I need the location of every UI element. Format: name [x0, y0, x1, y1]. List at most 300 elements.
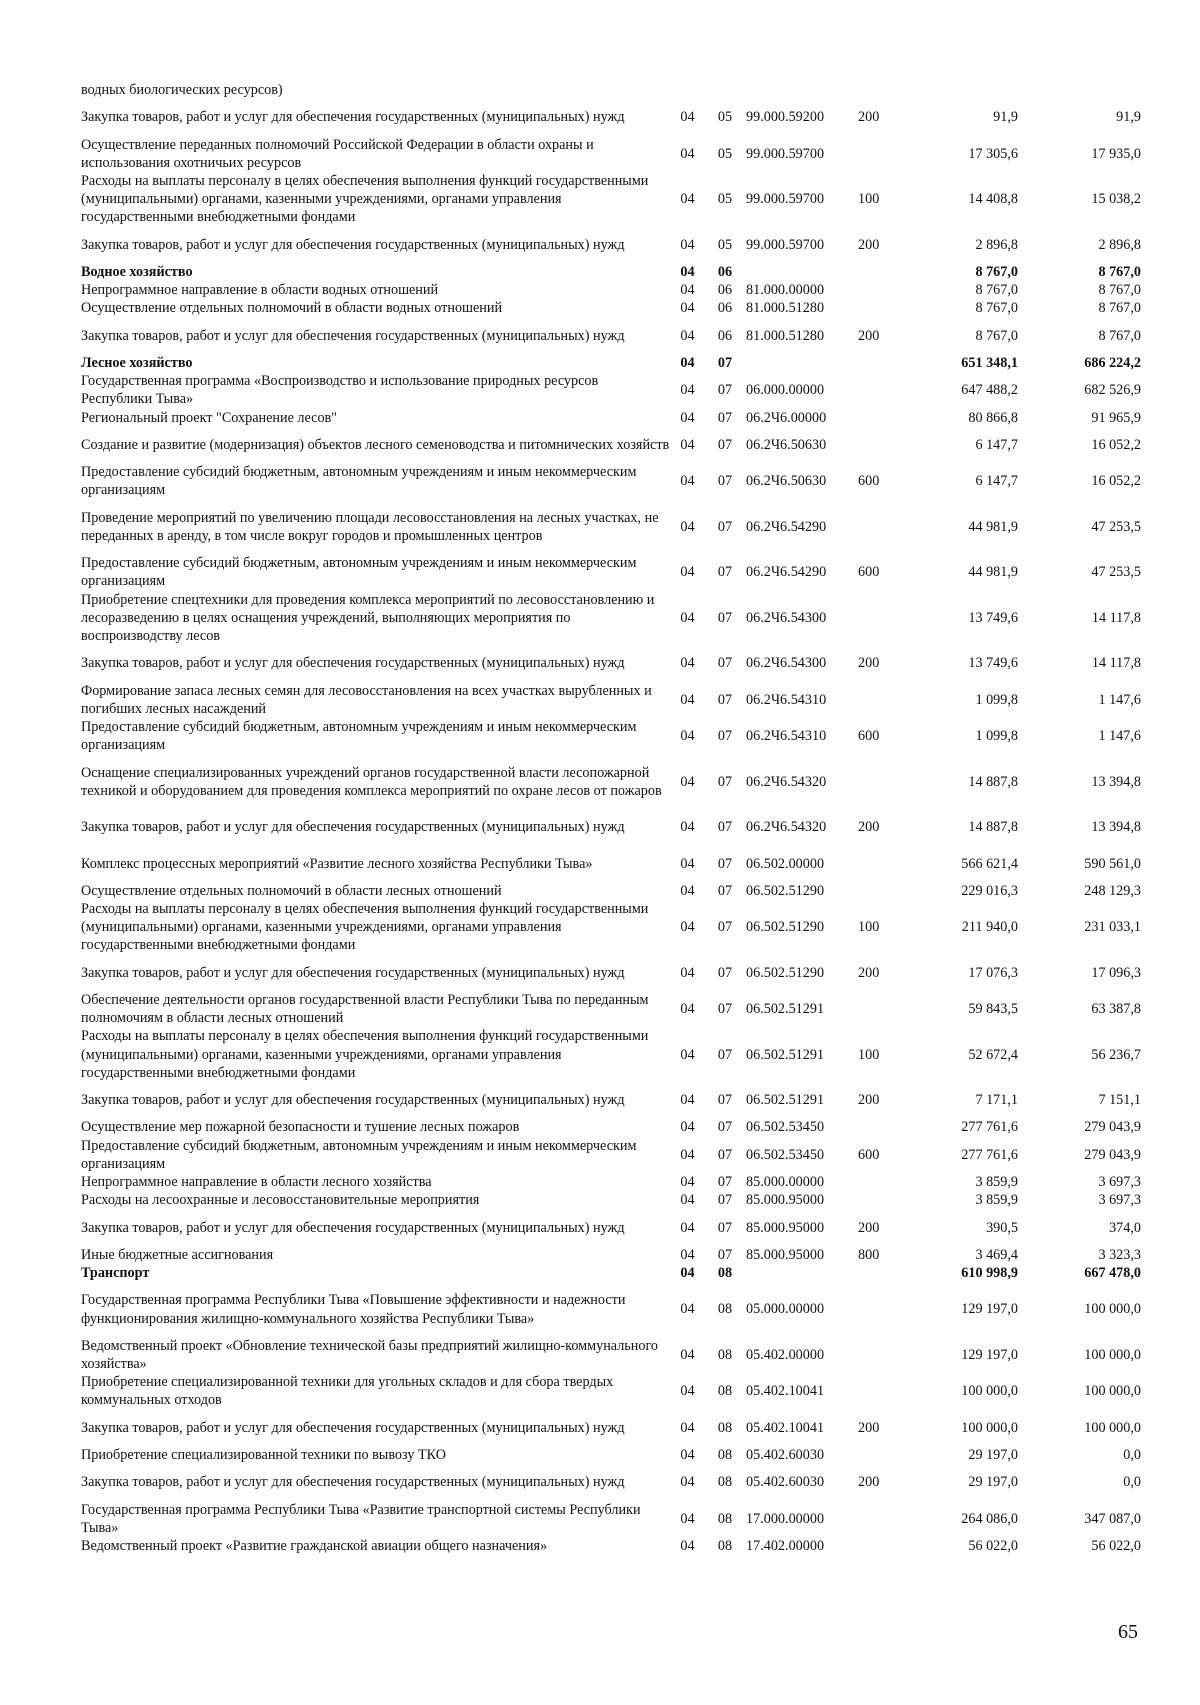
target-article-cell: 06.2Ч6.50630	[746, 436, 827, 453]
section-code-cell: 04	[680, 1092, 695, 1109]
subsection-code-cell: 07	[717, 1046, 733, 1063]
row-name-cell: Обеспечение деятельности органов государственной власти Республики Тыва по переданным полномочиям в области лесных отношений	[81, 992, 649, 1027]
row-name-cell: Лесное хозяйство	[81, 355, 193, 371]
amount-year2-cell: 16 052,2	[1091, 436, 1141, 453]
amount-year2-cell: 14 117,8	[1091, 609, 1141, 626]
subsection-code-cell: 08	[717, 1383, 733, 1400]
table-row	[81, 463, 1141, 499]
amount-year2-cell: 3 697,3	[1098, 1192, 1141, 1209]
table-row	[81, 754, 1141, 809]
expense-type-cell	[858, 882, 900, 900]
expense-type-cell	[858, 1282, 900, 1337]
section-code-cell: 04	[680, 655, 695, 672]
row-name-cell: Предоставление субсидий бюджетным, автономным учреждениям и иным некоммерческим организациям	[81, 464, 637, 499]
target-article-cell: 06.2Ч6.54290	[746, 518, 827, 535]
amount-year1-cell: 14 408,8	[968, 191, 1018, 208]
amount-year1-cell: 1 099,8	[975, 691, 1018, 708]
table-row	[81, 227, 1141, 263]
amount-year2-cell: 1 147,6	[1098, 691, 1141, 708]
expense-type-cell: 600	[858, 728, 880, 745]
row-name-cell: Водное хозяйство	[81, 264, 193, 280]
row-name-cell: Предоставление субсидий бюджетным, автономным учреждениям и иным некоммерческим организациям	[81, 1137, 637, 1172]
amount-year2-cell: 63 387,8	[1091, 1001, 1141, 1018]
amount-year2-cell: 47 253,5	[1091, 564, 1141, 581]
expense-type-cell	[858, 1173, 900, 1191]
expense-type-cell: 200	[858, 655, 880, 672]
subsection-code-cell: 06	[717, 282, 733, 299]
section-code-cell: 04	[680, 919, 695, 936]
amount-year2-cell: 15 038,2	[1091, 191, 1141, 208]
subsection-code-cell: 07	[717, 1119, 733, 1136]
amount-year1-cell: 100 000,0	[961, 1383, 1018, 1400]
target-article-cell: 99.000.59700	[746, 145, 825, 162]
target-article-cell: 06.502.51290	[746, 882, 825, 899]
row-name-cell: Иные бюджетные ассигнования	[81, 1246, 274, 1263]
amount-year2-cell: 2 896,8	[1098, 236, 1141, 253]
amount-year2-cell: 590 561,0	[1084, 855, 1141, 872]
section-code-cell: 04	[680, 1119, 695, 1136]
target-article-cell: 06.2Ч6.54300	[746, 609, 827, 626]
expense-type-cell	[858, 427, 900, 463]
row-name-cell: Расходы на выплаты персоналу в целях обеспечения выполнения функций государственными (муниципальными) органами, казенными учреждениями, органами управления государственными внебюджетными фондами	[81, 173, 649, 226]
subsection-code-cell: 07	[717, 409, 733, 426]
expense-type-cell	[858, 281, 900, 299]
section-code-cell: 04	[680, 1538, 695, 1555]
section-code-cell: 04	[680, 236, 695, 253]
expense-type-cell	[858, 1191, 900, 1209]
section-code-cell: 04	[680, 609, 695, 626]
expense-type-cell: 600	[858, 564, 880, 581]
section-code-cell: 04	[680, 882, 695, 899]
row-name-cell: Государственная программа Республики Тыва «Повышение эффективности и надежности функционирования жилищно-коммунального хозяйства Республики Тыва»	[81, 1292, 626, 1327]
target-article-cell: 06.2Ч6.54310	[746, 728, 827, 745]
amount-year1-cell: 6 147,7	[975, 473, 1018, 490]
amount-year1-cell: 100 000,0	[961, 1419, 1018, 1436]
amount-year1-cell: 80 866,8	[968, 409, 1018, 426]
row-name-cell: Приобретение спецтехники для проведения комплекса мероприятий по лесовосстановлению и лесоразведению в целях оснащения учреждений, выполняющих мероприятия по воспроизводству лесов	[81, 591, 655, 645]
subsection-code-cell: 07	[717, 1092, 733, 1109]
amount-year1-cell: 390,5	[986, 1219, 1018, 1236]
table-row	[81, 1027, 1141, 1082]
section-code-cell: 04	[680, 518, 695, 535]
target-article-cell: 06.502.00000	[746, 855, 825, 872]
row-name-cell: Осуществление отдельных полномочий в области лесных отношений	[81, 882, 502, 899]
amount-year1-cell: 56 022,0	[968, 1538, 1018, 1555]
row-name-cell: Закупка товаров, работ и услуг для обеспечения государственных (муниципальных) нужд	[81, 655, 625, 672]
target-article-cell: 99.000.59700	[746, 236, 825, 253]
table-row	[81, 172, 1141, 227]
target-article-cell: 06.502.51291	[746, 1046, 825, 1063]
expense-type-cell	[858, 591, 900, 646]
subsection-code-cell: 07	[717, 473, 733, 490]
target-article-cell: 85.000.95000	[746, 1246, 825, 1263]
page-number: 65	[1118, 1621, 1138, 1643]
row-name-cell: Приобретение специализированной техники по вывозу ТКО	[81, 1447, 446, 1464]
table-row	[81, 500, 1141, 555]
target-article-cell: 99.000.59200	[746, 109, 825, 126]
section-code-cell: 04	[680, 282, 695, 299]
target-article-cell: 05.402.00000	[746, 1346, 825, 1363]
target-article-cell: 99.000.59700	[746, 191, 825, 208]
subsection-code-cell: 08	[717, 1510, 733, 1527]
amount-year2-cell: 13 394,8	[1091, 819, 1141, 836]
expense-type-cell: 200	[858, 1219, 880, 1236]
amount-year2-cell: 100 000,0	[1084, 1383, 1141, 1400]
amount-year1-cell: 264 086,0	[961, 1510, 1018, 1527]
expense-type-cell: 200	[858, 1092, 880, 1109]
amount-year2-cell: 3 323,3	[1098, 1246, 1141, 1263]
row-name-cell: Закупка товаров, работ и услуг для обеспечения государственных (муниципальных) нужд	[81, 1092, 625, 1109]
subsection-code-cell: 07	[717, 819, 733, 836]
amount-year2-cell: 8 767,0	[1098, 282, 1141, 299]
table-row	[81, 1082, 1141, 1118]
section-code-cell: 04	[680, 1346, 695, 1363]
table-row	[81, 263, 1141, 281]
table-row	[81, 645, 1141, 681]
expense-type-cell	[858, 1501, 900, 1537]
target-article-cell: 17.000.00000	[746, 1510, 825, 1527]
subsection-code-cell: 08	[717, 1474, 733, 1491]
subsection-code-cell: 07	[717, 518, 733, 535]
amount-year1-cell: 610 998,9	[961, 1265, 1018, 1282]
expense-type-cell	[858, 754, 900, 809]
section-code-cell: 04	[680, 855, 695, 872]
target-article-cell: 06.2Ч6.50630	[746, 473, 827, 490]
amount-year1-cell: 647 488,2	[961, 382, 1018, 399]
amount-year2-cell: 347 087,0	[1084, 1510, 1141, 1527]
subsection-code-cell: 05	[717, 145, 733, 162]
target-article-cell: 06.502.51290	[746, 964, 825, 981]
expense-type-cell	[858, 372, 900, 408]
subsection-code-cell: 07	[717, 691, 733, 708]
subsection-code-cell: 06	[717, 327, 733, 344]
target-article-cell: 85.000.95000	[746, 1192, 825, 1209]
table-row	[81, 1282, 1141, 1337]
amount-year1-cell: 129 197,0	[961, 1346, 1018, 1363]
budget-table	[81, 81, 1141, 1555]
subsection-code-cell: 07	[717, 1001, 733, 1018]
amount-year2-cell: 100 000,0	[1084, 1346, 1141, 1363]
section-code-cell: 04	[680, 1001, 695, 1018]
amount-year1-cell: 91,9	[993, 109, 1018, 126]
amount-year1-cell: 651 348,1	[961, 355, 1018, 371]
expense-type-cell: 200	[858, 327, 880, 344]
table-row	[81, 1537, 1141, 1555]
table-row	[81, 1464, 1141, 1500]
expense-type-cell	[858, 409, 900, 427]
target-article-cell	[746, 1264, 858, 1282]
amount-year1-cell: 14 887,8	[968, 773, 1018, 790]
section-code-cell: 04	[680, 1510, 695, 1527]
section-code-cell	[671, 81, 704, 99]
target-article-cell: 05.000.00000	[746, 1301, 825, 1318]
target-article-cell: 06.502.51291	[746, 1092, 825, 1109]
table-row	[81, 900, 1141, 955]
section-code-cell: 04	[680, 191, 695, 208]
amount-year1-cell: 566 621,4	[961, 855, 1018, 872]
expense-type-cell	[858, 1373, 900, 1409]
amount-year2-cell: 8 767,0	[1098, 327, 1141, 344]
subsection-code-cell: 08	[717, 1346, 733, 1363]
section-code-cell: 04	[680, 773, 695, 790]
section-code-cell: 04	[680, 1146, 695, 1163]
section-code-cell: 04	[680, 109, 695, 126]
target-article-cell: 06.2Ч6.54300	[746, 655, 827, 672]
target-article-cell: 05.402.10041	[746, 1419, 825, 1436]
target-article-cell: 85.000.95000	[746, 1219, 825, 1236]
target-article-cell: 81.000.51280	[746, 327, 825, 344]
amount-year2-cell: 91,9	[1116, 109, 1141, 126]
table-row	[81, 299, 1141, 317]
table-row	[81, 1191, 1141, 1209]
section-code-cell: 04	[680, 1192, 695, 1209]
row-name-cell: Транспорт	[81, 1265, 150, 1282]
table-row	[81, 682, 1141, 718]
subsection-code-cell: 08	[717, 1419, 733, 1436]
target-article-cell: 06.2Ч6.54320	[746, 819, 827, 836]
section-code-cell: 04	[680, 1219, 695, 1236]
expense-type-cell	[858, 263, 900, 281]
amount-year1-cell: 2 896,8	[975, 236, 1018, 253]
amount-year2-cell: 13 394,8	[1091, 773, 1141, 790]
table-row	[81, 845, 1141, 881]
amount-year2-cell: 17 096,3	[1091, 964, 1141, 981]
expense-type-cell	[858, 81, 900, 99]
budget-table-body	[81, 81, 1141, 1555]
subsection-code-cell: 07	[717, 1246, 733, 1263]
expense-type-cell	[858, 845, 900, 881]
row-name-cell: Осуществление отдельных полномочий в области водных отношений	[81, 300, 503, 317]
amount-year2-cell: 0,0	[1123, 1447, 1141, 1464]
section-code-cell: 04	[680, 1265, 695, 1282]
target-article-cell: 17.402.00000	[746, 1538, 825, 1555]
row-name-cell: Осуществление переданных полномочий Российской Федерации в области охраны и использования охотничьих ресурсов	[81, 136, 594, 171]
amount-year1-cell: 44 981,9	[968, 564, 1018, 581]
amount-year1-cell: 6 147,7	[975, 436, 1018, 453]
section-code-cell: 04	[680, 1383, 695, 1400]
table-row	[81, 809, 1141, 845]
table-row	[81, 1209, 1141, 1245]
amount-year1-cell: 8 767,0	[975, 327, 1018, 344]
expense-type-cell	[858, 1446, 900, 1464]
row-name-cell: Непрограммное направление в области лесного хозяйства	[81, 1174, 432, 1191]
subsection-code-cell: 07	[717, 655, 733, 672]
section-code-cell: 04	[680, 1447, 695, 1464]
amount-year1-cell: 8 767,0	[975, 264, 1018, 280]
amount-year1-cell: 3 859,9	[975, 1174, 1018, 1191]
amount-year2-cell: 47 253,5	[1091, 518, 1141, 535]
table-row	[81, 1118, 1141, 1136]
expense-type-cell: 800	[858, 1246, 880, 1263]
expense-type-cell	[858, 1337, 900, 1373]
target-article-cell	[746, 81, 858, 99]
expense-type-cell: 600	[858, 1146, 880, 1163]
expense-type-cell: 200	[858, 964, 880, 981]
table-row	[81, 1373, 1141, 1409]
expense-type-cell: 200	[858, 1419, 880, 1436]
subsection-code-cell: 08	[717, 1265, 733, 1282]
amount-year2-cell: 0,0	[1123, 1474, 1141, 1491]
row-name-cell: Расходы на лесоохранные и лесовосстановительные мероприятия	[81, 1192, 480, 1209]
amount-year1-cell: 29 197,0	[968, 1474, 1018, 1491]
section-code-cell: 04	[680, 1301, 695, 1318]
expense-type-cell	[858, 354, 900, 372]
expense-type-cell: 600	[858, 473, 880, 490]
table-row	[81, 1137, 1141, 1173]
section-code-cell: 04	[680, 473, 695, 490]
table-row	[81, 882, 1141, 900]
subsection-code-cell	[704, 81, 746, 99]
table-row	[81, 409, 1141, 427]
row-name-cell: Непрограммное направление в области водных отношений	[81, 282, 439, 299]
row-name-cell: Закупка товаров, работ и услуг для обеспечения государственных (муниципальных) нужд	[81, 327, 625, 344]
section-code-cell: 04	[680, 1419, 695, 1436]
amount-year1-cell: 8 767,0	[975, 282, 1018, 299]
amount-year2-cell: 14 117,8	[1091, 655, 1141, 672]
row-name-cell: Закупка товаров, работ и услуг для обеспечения государственных (муниципальных) нужд	[81, 819, 625, 836]
table-row	[81, 427, 1141, 463]
target-article-cell: 05.402.60030	[746, 1474, 825, 1491]
table-row	[81, 991, 1141, 1027]
expense-type-cell	[858, 1118, 900, 1136]
row-name-cell: Государственная программа «Воспроизводство и использование природных ресурсов Республики Тыва»	[81, 373, 599, 408]
amount-year1-cell: 3 469,4	[975, 1246, 1018, 1263]
row-name-cell: Закупка товаров, работ и услуг для обеспечения государственных (муниципальных) нужд	[81, 109, 625, 126]
target-article-cell: 06.502.51291	[746, 1001, 825, 1018]
expense-type-cell	[858, 136, 900, 172]
table-row	[81, 718, 1141, 754]
amount-year1-cell: 29 197,0	[968, 1447, 1018, 1464]
amount-year2-cell: 374,0	[1109, 1219, 1141, 1236]
amount-year1-cell: 8 767,0	[975, 300, 1018, 317]
amount-year2-cell: 56 022,0	[1091, 1538, 1141, 1555]
subsection-code-cell: 07	[717, 728, 733, 745]
amount-year1-cell: 129 197,0	[961, 1301, 1018, 1318]
table-row	[81, 1446, 1141, 1464]
section-code-cell: 04	[680, 264, 695, 280]
amount-year2-cell: 3 697,3	[1098, 1174, 1141, 1191]
row-name-cell: Закупка товаров, работ и услуг для обеспечения государственных (муниципальных) нужд	[81, 1219, 625, 1236]
amount-year2-cell: 682 526,9	[1084, 382, 1141, 399]
amount-year1-cell: 211 940,0	[961, 919, 1018, 936]
amount-year1-cell: 52 672,4	[968, 1046, 1018, 1063]
target-article-cell	[746, 263, 858, 281]
row-name-cell: Расходы на выплаты персоналу в целях обеспечения выполнения функций государственными (муниципальными) органами, казенными учреждениями, органами управления государственными внебюджетными фондами	[81, 1028, 649, 1081]
amount-year1-cell: 13 749,6	[968, 609, 1018, 626]
row-name-cell: Закупка товаров, работ и услуг для обеспечения государственных (муниципальных) нужд	[81, 964, 625, 981]
amount-year2-cell: 17 935,0	[1091, 145, 1141, 162]
expense-type-cell	[858, 1264, 900, 1282]
table-row	[81, 1501, 1141, 1537]
table-row	[81, 354, 1141, 372]
target-article-cell: 05.402.10041	[746, 1383, 825, 1400]
amount-year2-cell: 56 236,7	[1091, 1046, 1141, 1063]
section-code-cell: 04	[680, 1174, 695, 1191]
target-article-cell: 06.502.53450	[746, 1146, 825, 1163]
expense-type-cell: 200	[858, 1474, 880, 1491]
target-article-cell: 06.502.53450	[746, 1119, 825, 1136]
target-article-cell: 06.2Ч6.54320	[746, 773, 827, 790]
table-row	[81, 955, 1141, 991]
subsection-code-cell: 07	[717, 919, 733, 936]
subsection-code-cell: 07	[717, 564, 733, 581]
expense-type-cell: 200	[858, 109, 880, 126]
subsection-code-cell: 07	[717, 609, 733, 626]
amount-year2-cell: 91 965,9	[1091, 409, 1141, 426]
table-row	[81, 1410, 1141, 1446]
target-article-cell: 06.2Ч6.54290	[746, 564, 827, 581]
row-name-cell: Государственная программа Республики Тыва «Развитие транспортной системы Республики Тыва»	[81, 1501, 641, 1536]
table-row	[81, 99, 1141, 135]
table-row	[81, 372, 1141, 408]
subsection-code-cell: 08	[717, 1301, 733, 1318]
table-row	[81, 591, 1141, 646]
row-name-cell: Создание и развитие (модернизация) объектов лесного семеноводства и питомнических хозяйств	[81, 436, 670, 453]
expense-type-cell	[858, 682, 900, 718]
amount-year2-cell: 7 151,1	[1098, 1092, 1141, 1109]
subsection-code-cell: 07	[717, 882, 733, 899]
expense-type-cell: 100	[858, 191, 880, 208]
amount-year1-cell: 3 859,9	[975, 1192, 1018, 1209]
table-row	[81, 1173, 1141, 1191]
row-name-cell: Закупка товаров, работ и услуг для обеспечения государственных (муниципальных) нужд	[81, 1419, 625, 1436]
amount-year2-cell: 279 043,9	[1084, 1146, 1141, 1163]
amount-year1-cell: 59 843,5	[968, 1001, 1018, 1018]
subsection-code-cell: 07	[717, 964, 733, 981]
target-article-cell: 05.402.60030	[746, 1447, 825, 1464]
subsection-code-cell: 07	[717, 1146, 733, 1163]
target-article-cell: 06.2Ч6.54310	[746, 691, 827, 708]
table-row	[81, 554, 1141, 590]
expense-type-cell	[858, 299, 900, 317]
amount-year2-cell: 8 767,0	[1098, 264, 1141, 280]
table-row	[81, 81, 1141, 99]
target-article-cell: 81.000.00000	[746, 282, 825, 299]
section-code-cell: 04	[680, 327, 695, 344]
expense-type-cell	[858, 500, 900, 555]
expense-type-cell: 200	[858, 819, 880, 836]
section-code-cell: 04	[680, 1474, 695, 1491]
subsection-code-cell: 08	[717, 1447, 733, 1464]
target-article-cell: 06.502.51290	[746, 919, 825, 936]
section-code-cell: 04	[680, 436, 695, 453]
target-article-cell: 81.000.51280	[746, 300, 825, 317]
amount-year2-cell: 686 224,2	[1084, 355, 1141, 371]
subsection-code-cell: 07	[717, 1174, 733, 1191]
section-code-cell: 04	[680, 728, 695, 745]
table-row	[81, 1264, 1141, 1282]
row-name-cell: Осуществление мер пожарной безопасности и тушение лесных пожаров	[81, 1119, 520, 1136]
amount-year1-cell: 17 076,3	[968, 964, 1018, 981]
amount-year2-cell: 248 129,3	[1084, 882, 1141, 899]
target-article-cell: 85.000.00000	[746, 1174, 825, 1191]
amount-year2-cell: 16 052,2	[1091, 473, 1141, 490]
row-name-cell: Предоставление субсидий бюджетным, автономным учреждениям и иным некоммерческим организациям	[81, 555, 637, 590]
table-row	[81, 281, 1141, 299]
amount-year2-cell: 1 147,6	[1098, 728, 1141, 745]
amount-year1-cell: 14 887,8	[968, 819, 1018, 836]
row-name-cell: Приобретение специализированной техники для угольных складов и для сбора твердых коммунальных отходов	[81, 1374, 614, 1409]
amount-year1-cell	[900, 81, 1018, 99]
target-article-cell	[746, 354, 858, 372]
amount-year2-cell: 100 000,0	[1084, 1301, 1141, 1318]
table-row	[81, 136, 1141, 172]
amount-year1-cell: 277 761,6	[961, 1119, 1018, 1136]
row-name-cell: водных биологических ресурсов)	[81, 82, 283, 98]
amount-year2-cell: 8 767,0	[1098, 300, 1141, 317]
row-name-cell: Предоставление субсидий бюджетным, автономным учреждениям и иным некоммерческим организациям	[81, 719, 637, 754]
amount-year1-cell: 229 016,3	[961, 882, 1018, 899]
